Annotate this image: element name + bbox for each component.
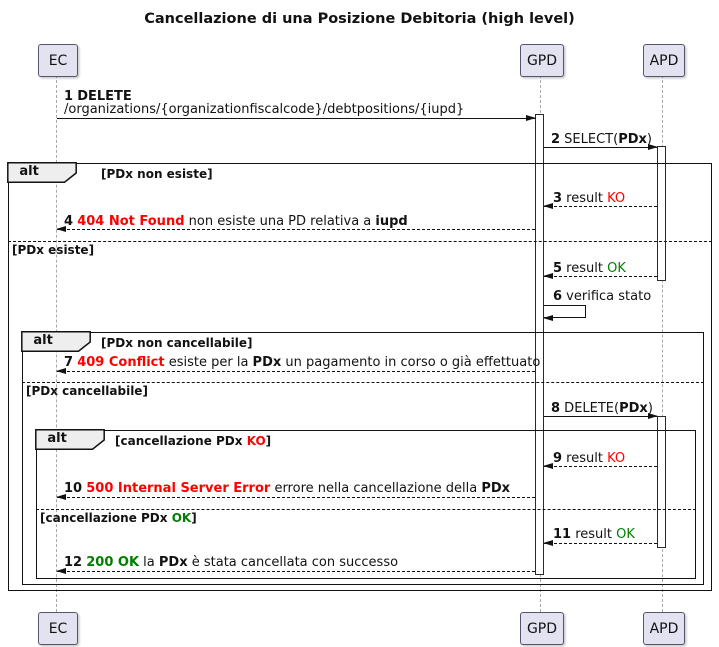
message-11-label: 11 result OK — [553, 527, 635, 542]
message-9-arrow — [544, 466, 657, 467]
participant-apd-bottom — [643, 612, 685, 645]
message-6-self-arrow — [544, 305, 586, 318]
message-7-arrow — [57, 371, 535, 372]
alt-condition-3: [cancellazione PDx KO] — [115, 434, 272, 448]
message-2-arrow — [544, 147, 657, 148]
diagram-title: Cancellazione di una Posizione Debitoria (high level) — [144, 11, 575, 27]
alt-condition-2: [PDx non cancellabile] — [101, 336, 253, 350]
message-1-arrow — [57, 118, 535, 119]
message-1-label-line1: 1 DELETE — [64, 89, 132, 104]
participant-gpd-label: GPD — [526, 52, 558, 69]
message-12-label: 12 200 OK la PDx è stata cancellata con successo — [64, 555, 399, 570]
alt-operator-pentagon — [7, 162, 77, 183]
pentagon-shape — [7, 162, 77, 183]
alt-operator-pentagon — [35, 429, 105, 450]
alt-operator-pentagon — [21, 331, 91, 352]
pentagon-shape — [21, 331, 91, 352]
message-2-label: 2 SELECT(PDx) — [551, 132, 652, 147]
participant-ec-label: EC — [48, 52, 68, 69]
participant-ec-top — [38, 44, 78, 77]
participant-gpd-top — [520, 44, 564, 77]
message-4-label: 4 404 Not Found non esiste una PD relativa a iupd — [64, 214, 408, 229]
message-12-arrow — [57, 571, 535, 572]
alt-condition-1: [PDx non esiste] — [101, 167, 213, 181]
message-4-arrow — [57, 229, 535, 230]
participant-gpd-label: GPD — [526, 620, 558, 637]
message-3-label: 3 result KO — [553, 191, 626, 206]
participant-ec-bottom — [38, 612, 78, 645]
participant-apd-top — [643, 44, 685, 77]
participant-apd-label: APD — [649, 620, 679, 637]
divider-line-3 — [36, 509, 696, 510]
message-1-label-line2: /organizations/{organizationfiscalcode}/debtpositions/{iupd} — [64, 102, 465, 117]
message-8-arrow — [544, 416, 657, 417]
pentagon-shape — [35, 429, 105, 450]
message-5-arrow — [544, 276, 657, 277]
divider-label-1: [PDx esiste] — [12, 243, 95, 257]
message-10-label: 10 500 Internal Server Error errore nella cancellazione della PDx — [64, 481, 511, 496]
message-6-label: 6 verifica stato — [553, 289, 652, 304]
message-7-label: 7 409 Conflict esiste per la PDx un pagamento in corso o già effettuato — [64, 355, 541, 370]
participant-ec-label: EC — [48, 620, 68, 637]
alt-operator-label: alt — [47, 431, 67, 447]
alt-operator-label: alt — [33, 333, 53, 349]
divider-label-2: [PDx cancellabile] — [26, 384, 148, 398]
alt-operator-label: alt — [19, 164, 39, 180]
message-9-label: 9 result KO — [553, 451, 626, 466]
message-5-label: 5 result OK — [553, 261, 626, 276]
participant-gpd-bottom — [520, 612, 564, 645]
message-8-label: 8 DELETE(PDx) — [551, 401, 653, 416]
divider-label-3: [cancellazione PDx OK] — [40, 511, 197, 525]
participant-apd-label: APD — [649, 52, 679, 69]
message-3-arrow — [544, 206, 657, 207]
message-10-arrow — [57, 497, 535, 498]
message-11-arrow — [544, 543, 657, 544]
divider-line-2 — [22, 382, 704, 383]
divider-line-1 — [8, 241, 712, 242]
